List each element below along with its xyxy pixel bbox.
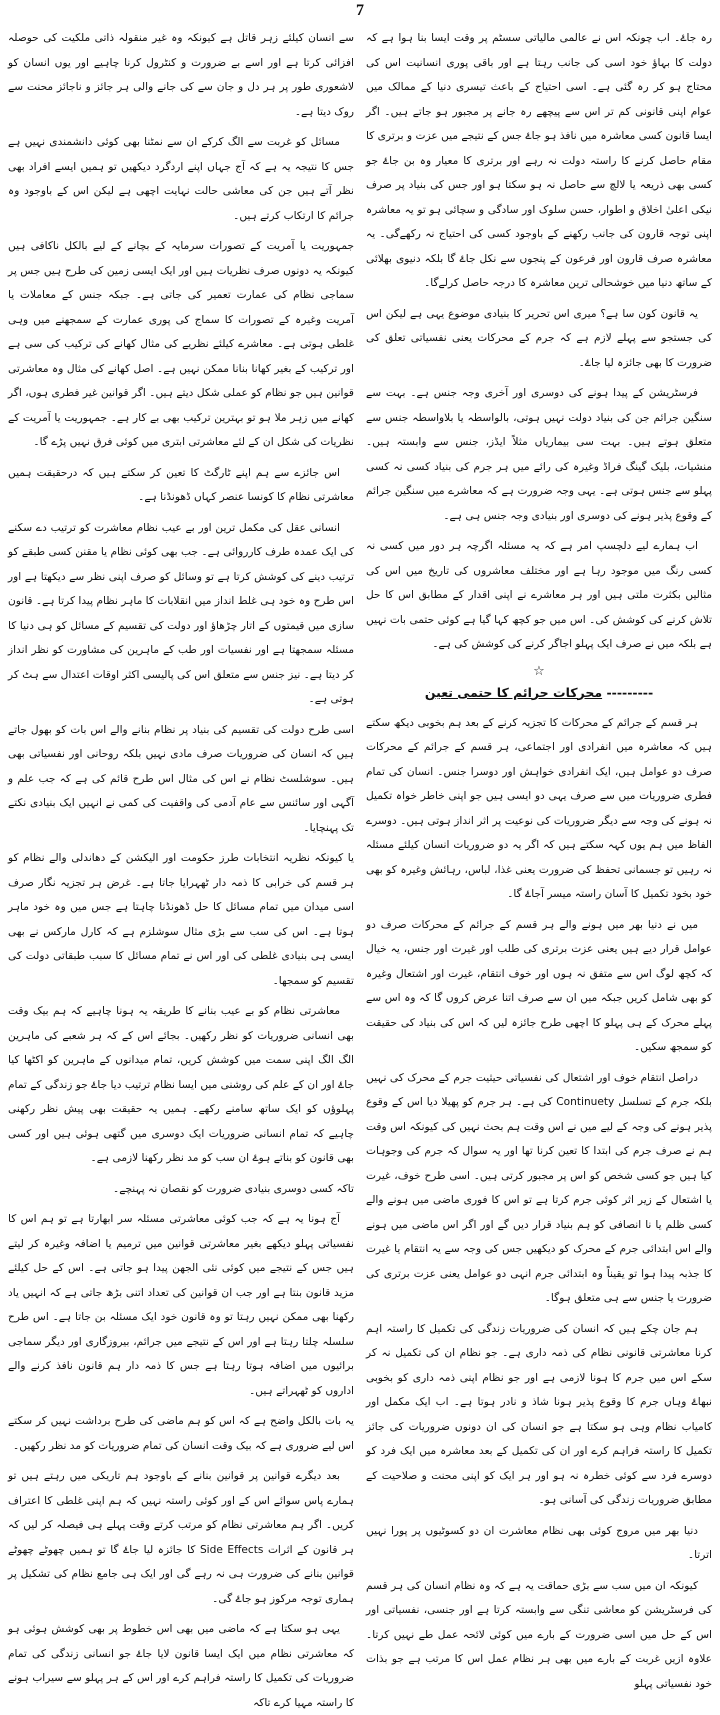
paragraph: سے انسان کیلئے زہر قاتل ہے کیونکہ وہ غیر منقولہ ذاتی ملکیت کی حوصلہ افزائی کرتا ہے اور اسے بے ضرورت و کنٹرول کرنا چاہیے اور یوں انسان کو لاشعوری طور پر ہر دل و جان سے کی جانے والی ہر جائز و ناجائز محنت سے روک دیتا ہے۔ xyxy=(8,32,354,118)
paragraph: دراصل انتقام خوف اور اشتعال کی نفسیاتی حیثیت جرم کے محرک کی نہیں بلکہ جرم کے تسلسل Continuety کی ہے۔ ہر جرم کو پھیلا دیا اس کے وقوع پذیر ہونے کی وجہ کے لیے میں نے اس وقت ہم بحث نہیں کی کیونکہ اس وقت ہم نے صرف جرم کی ابتدا کا تعین کرنا تھا اور یہ سوال کہ جرم کی وجوہات کیا ہیں جو کسی شخص کو اس پر مجبور کرتی ہیں۔ اسی طرح خوف، غیرت یا اشتعال کے زیر اثر کوئی جرم کرتا ہے تو اس کا فوری ماضی میں ہونے والے کسی ظلم یا نا انصافی کو ہم بنیاد قرار دیں گے اور اگر اس ماضی میں ہونے والے اس ابتدائی جرم کے محرک کو دیکھیں جس کی وجہ سے یہ انتقام یا غیرت کا جذبہ پیدا ہوا تو یقیناً وہ ابتدائی جرم انہی دو عوامل یعنی عزت برتری کی ضرورت یا جنس سے ہی متعلق ہوگا۔ xyxy=(366,1071,712,1304)
paragraph: معاشرتی نظام کو بے عیب بنانے کا طریقہ یہ ہونا چاہیے کہ ہم بیک وقت بھی انسانی ضروریات کو نظر رکھیں۔ بجائے اس کے کہ ہر شعبے کی ماہرین الگ الگ اپنی سمت میں کوشش کریں، تمام میدانوں کے ماہرین کو اکٹھا کیا جاۓ اور ان کے علم کی روشنی میں ایسا نظام ترتیب دیا جاۓ جو زندگی کے تمام پہلوؤں کو ایک ساتھ سامنے رکھے۔ ہمیں یہ حقیقت بھی پیش نظر رکھنی چاہیے کہ تمام انسانی ضروریات ایک دوسری میں گتھی ہوئی ہیں اور کسی بھی قانون کو بناتے ہوۓ ان سب کو مد نظر رکھنا لازمی ہے۔ xyxy=(8,1005,354,1164)
paragraph: اسی طرح دولت کی تقسیم کی بنیاد پر نظام بنانے والے اس بات کو بھول جاتے ہیں کہ انسان کی ضروریات صرف مادی نہیں بلکہ روحانی اور نفسیاتی بھی ہیں۔ سوشلسٹ نظام نے اس کی مثال اس طرح قائم کی ہے کہ جب علم و آگہی اور سائنس سے عام آدمی کی واقفیت کی کمی نے انہیں ایک بنیادی نکتے تک پہنچایا۔ xyxy=(8,723,354,834)
paragraph: یہی ہو سکتا ہے کہ ماضی میں بھی اس خطوط پر بھی کوشش ہوئی ہو کہ معاشرتی نظام میں ایک ایسا قانون لایا جاۓ جو انسانی زندگی کی تمام ضروریات کی تکمیل کا راستہ فراہم کرے اور اس کے ہر پہلو سے سیراب ہونے کا راستہ مہیا کرے تاکہ xyxy=(8,1623,354,1709)
paragraph: میں نے دنیا بھر میں ہونے والے ہر قسم کے جرائم کے محرکات صرف دو عوامل قرار دیے ہیں یعنی عزت برتری کی طلب اور غیرت اور جنس، یہ خیال کہ کچھ لوگ اس سے متفق نہ ہوں اور خوف انتقام، غیرت اور اشتعال وغیرہ کو بھی شامل کریں جبکہ میں ان سے صرف اتنا عرض کروں گا کہ وہ اس سے پہلے محرک کے ہی پہلو کا اچھی طرح جائزہ لیں کہ اس کی بنیاد کی حقیقت کو سمجھ سکیں۔ xyxy=(366,918,712,1053)
heading-title: محرکات جرائم کا حتمی تعین xyxy=(424,684,603,700)
left-column xyxy=(8,26,355,1709)
right-column xyxy=(366,26,712,1690)
paragraph: جمہوریت یا آمریت کے تصورات سرمایہ کے بچانے کے لیے بالکل ناکافی ہیں کیونکہ یہ دونوں صرف نظریات ہیں اور ایک ایسی زمین کی طرح ہیں جس پر سماجی نظام کی عمارت تعمیر کی جاتی ہے۔ جبکہ جنس کے معاملات یا آمریت وغیرہ کے تصورات کا سماج کی پوری عمارت کے سمجھنے میں وہی غلطی ہوتی ہے۔ معاشرے کیلئے نظریے کی مثال کھانے کی ترکیب کی سی ہے اور ترکیب کے بغیر کھانا بنانا ممکن نہیں ہے۔ اصل کھانے کی مثال وہ معاشرتی قوانین ہیں جو نظام کو عملی شکل دیتے ہیں۔ اگر قوانین غیر فطری ہوں، اگر کھانے میں زہر ملا ہو تو بہترین ترکیب بھی بے کار ہے۔ جمہوریت یا آمریت کے نظریات کی شکل ان کے لئے معاشرتی ابتری میں کوئی فرق نہیں پڑے گا۔ xyxy=(8,240,354,448)
paragraph: اب ہمارے لیے دلچسپ امر ہے کہ یہ مسئلہ اگرچہ ہر دور میں کسی نہ کسی رنگ میں موجود رہا ہے اور مختلف معاشروں کی تاریخ میں اس کی مثالیں بکثرت ملتی ہیں اور ہر معاشرے نے اپنی اقدار کے مطابق اس کا حل تلاش کرنے کی کوشش کی۔ اس میں جو کچھ کہا گیا ہے کوئی حتمی بات نہیں ہے بلکہ میں نے صرف ایک پہلو اجاگر کرنے کی کوشش کی ہے۔ xyxy=(366,540,712,650)
paragraph: کیونکہ ان میں سب سے بڑی حماقت یہ ہے کہ وہ نظام انسان کی ہر قسم کی فرسٹریشن کو معاشی تنگی سے وابستہ کرتا ہے اور جنسی، نفسیاتی اور اس کے حل میں اسی ضرورت کے بارے میں کوئی لائحہ عمل طے نہیں کرتا۔ علاوہ ازیں غربت کے بارے میں بھی ہر نظام عمل اس کا مرتب ہے جو بذات خود نفسیاتی پہلو xyxy=(366,1579,712,1690)
paragraph: اس جائزے سے ہم اپنے ٹارگٹ کا تعین کر سکتے ہیں کہ درحقیقت ہمیں معاشرتی نظام کا کونسا عنصر کہاں ڈھونڈنا ہے۔ xyxy=(8,466,354,503)
two-column-layout xyxy=(8,26,712,1709)
paragraph: یہ قانون کون سا ہے؟ میری اس تحریر کا بنیادی موضوع یہی ہے لیکن اس کی جستجو سے پہلے لازم ہے کہ جرم کے محرکات یعنی نفسیاتی تعلق کی ضرورت کا بھی جائزہ لیا جاۓ۔ xyxy=(366,307,712,369)
paragraph: یا کیونکہ نظریہ انتخابات طرز حکومت اور الیکشن کے دھاندلی والے نظام کو ہر قسم کی خرابی کا ذمہ دار ٹھہرایا جاتا ہے۔ غرض ہر تجزیہ نگار صرف اسی میدان میں تمام مسائل کا حل ڈھونڈنا چاہتا ہے جس میں وہ خود ماہر ہوتا ہے۔ اس کی سب سے بڑی مثال سوشلزم ہے کہ کارل مارکس نے بھی ایسی ہی بنیادی غلطی کی اور اس نے تمام مسائل کا سبب طبقاتی دولت کی تقسیم کو سمجھا۔ xyxy=(8,852,354,987)
heading-dash: --------- xyxy=(606,684,654,700)
star-ornament-icon: ☆ xyxy=(533,663,545,679)
paragraph: رہ جاۓ۔ اب چونکہ اس نے عالمی مالیاتی سسٹم پر وقت ایسا بنا ہوا ہے کہ دولت کا بہاؤ خود اسی کی جانب رہتا ہے اور باقی پوری انسانیت اس کی محتاج ہو کر رہ گئی ہے۔ اسی احتیاج کے باعث تیسری دنیا کے ممالک میں عوام اپنی قانونی کم تر اس سے پیچھے رہ جانے پر مجبور ہو جاتے ہیں۔ اگر ایسا قانون کسی معاشرہ میں نافذ ہو جاۓ جس کے نتیجے میں عزت و برتری کا مقام حاصل کرنے کا راستہ دولت نہ رہے اور برتری کا معیار وہ بن جاۓ جو کسی بھی ذریعہ یا لالچ سے حاصل نہ ہو سکتا ہو اور جس کی بنیاد پر صرف نیکی اعلیٰ اخلاق و اطوار، حسن سلوک اور سادگی و سچائی ہو تو یہ معاشرہ اپنی توجہ قارون کی جانب رکھنے کے باوجود کسی کی احتیاج نہ رکھےگی۔ یہ معاشرہ صرف قارون اور فرعون کے پنجوں سے نکل جاۓ گا بلکہ دنیوی بھلائی کے ساتھ دنیا میں خوشحالی ترین معاشرہ کا درجہ حاصل کرلےگا۔ xyxy=(366,32,712,289)
paragraph: بعد دیگرے قوانین پر قوانین بنانے کے باوجود ہم تاریکی میں رہتے ہیں تو ہمارے پاس سوائے اس کے اور کوئی راستہ نہیں کہ ہم اپنی غلطی کا اعتراف کریں۔ اگر ہم معاشرتی نظام کو مرتب کرتے وقت پہلے ہی فیصلہ کر لیں کہ ہر قانون کے اثرات Side Effects کا جائزہ لیا جاۓ گا تو ہمیں چھوٹے چھوٹے قوانین بنانے کی ضرورت ہی نہ رہے گی اور ایک ہی جامع نظام کی تشکیل پر ہماری توجہ مرکوز ہو جاۓ گی۔ xyxy=(8,1470,355,1605)
section-heading xyxy=(366,681,712,705)
paragraph: ہم جان چکے ہیں کہ انسان کی ضروریات زندگی کی تکمیل کا راستہ اہم کرنا معاشرتی قانونی نظام کی ذمہ داری ہے۔ جو نظام ان کی تکمیل نہ کر سکے اس میں جرم کا ہونا لازمی ہے اور جو نظام اپنی ذمہ داری کو بخوبی نبھاۓ وہاں جرم کا وقوع پذیر ہونا شاذ و نادر ہوتا ہے۔ اب ایک مکمل اور کامیاب نظام وہی ہو سکتا ہے جو انسان کی ان دونوں ضروریات کی جائز تکمیل کا راستہ فراہم کرے اور ان کی تکمیل کے بعد معاشرہ میں ایک فرد کو دوسرے فرد سے کوئی خطرہ نہ ہو اور ہر ایک کو اپنی محنت و صلاحیت کے مطابق ضروریات زندگی کی آسانی ہو۔ xyxy=(366,1322,712,1506)
paragraph: یہ بات بالکل واضح ہے کہ اس کو ہم ماضی کی طرح برداشت نہیں کر سکتے اس لیے ضروری ہے کہ بیک وقت انسان کی تمام ضروریات کو مد نظر رکھیں۔ xyxy=(8,1415,354,1452)
paragraph: آج ہونا یہ ہے کہ جب کوئی معاشرتی مسئلہ سر ابھارتا ہے تو ہم اس کا نفسیاتی پہلو دیکھے بغیر معاشرتی قوانین میں ترمیم یا اضافہ وغیرہ کر لیتے ہیں جس کے نتیجے میں کوئی نئی الجھن پیدا ہو جاتی ہے۔ اس کے حل کیلئے مزید قانون بنتا ہے اور جب ان قوانین کی تعداد اتنی بڑھ جاتی ہے کہ انہیں یاد رکھنا بھی ممکن نہیں رہتا تو وہ قانون خود ایک مسئلہ بن جاتا ہے۔ اس طرح سلسلہ چلتا رہتا ہے اور اس کے نتیجے میں جرائم، بیروزگاری اور دیگر سماجی برائیوں میں اضافہ ہوتا رہتا ہے جس کا ذمہ دار ہم قانون نافذ کرنے والے اداروں کو ٹھہراتے ہیں۔ xyxy=(8,1213,354,1397)
paragraph: ہر قسم کے جرائم کے محرکات کا تجزیہ کرنے کے بعد ہم بخوبی دیکھ سکتے ہیں کہ معاشرہ میں انفرادی اور اجتماعی، ہر قسم کے جرائم کے محرکات صرف دو عوامل ہیں، ایک انفرادی خواہش اور دوسرا جنس۔ انسان کی تمام فطری ضروریات میں سے صرف یہی دو ایسی ہیں جو اپنی خاطر خواہ تکمیل نہ ہونے کی وجہ سے دیگر ضروریات کی نوعیت پر اثر انداز ہوتی ہیں۔ دوسرے الفاظ میں ہم یوں کہہ سکتے ہیں کہ اگر یہ دو ضروریات انسان کیلئے مسئلہ نہ رہیں تو جسمانی تحفظ کی ضرورت یعنی غذا، لباس، رہائش وغیرہ کو بھی خود بخود تکمیل کا آسان راستہ میسر آجاۓ گا۔ xyxy=(366,716,712,900)
paragraph: دنیا بھر میں مروج کوئی بھی نظام معاشرت ان دو کسوٹیوں پر پورا نہیں اترتا۔ xyxy=(366,1524,712,1561)
paragraph: انسانی عقل کی مکمل ترین اور بے عیب نظام معاشرت کو ترتیب دے سکنے کی ایک عمدہ طرف کارروائی ہے۔ جب بھی کوئی نظام یا مقنن کسی طبقے کو ترتیب دینے کی کوشش کرتا ہے تو وسائل کو صرف اپنی نظر سے دیکھتا ہے اور اس طرح وہ خود ہی غلط انداز میں انقلابات کا ماہر نظام پیدا کرتا ہے۔ قانون سازی میں قیمتوں کے اتار چڑھاؤ اور دولت کی تقسیم کے مسائل کو ہی دنیا کا مسئلہ سمجھتا ہے اور نفسیات اور طب کے ماہرین کی مشاورت کو نظر انداز کر دیتا ہے۔ نیز جنس سے متعلق اس کی پالیسی اکثر اوقات اعتدال سے ہٹ کر ہوتی ہے۔ xyxy=(8,521,354,705)
paragraph: فرسٹریشن کے پیدا ہونے کی دوسری اور آخری وجہ جنس ہے۔ بہت سے سنگین جرائم جن کی بنیاد دولت نہیں ہوتی، بالواسطہ یا بلاواسطہ جنس سے متعلق ہوتے ہیں۔ بہت سی بیماریاں مثلاً ایڈز، جنس سے وابستہ ہیں۔ منشیات، بلیک گینگ فراڈ وغیرہ کی رائے میں ہر جرم کی بنیاد کسی نہ کسی پہلو سے جنس ہوتی ہے۔ یہی وجہ ضرورت ہے کہ معاشرے میں سنگین جرائم کے وقوع پذیر ہونے کی دوسری اور بنیادی وجہ جنس ہی ہے۔ xyxy=(366,387,712,522)
paragraph: تاکہ کسی دوسری بنیادی ضرورت کو نقصان نہ پہنچے۔ xyxy=(113,1182,354,1195)
page-number: 7 xyxy=(356,2,364,19)
paragraph: مسائل کو غربت سے الگ کرکے ان سے نمٹنا بھی کوئی دانشمندی نہیں ہے جس کا نتیجہ یہ ہے کہ آج جہاں اپنے اردگرد دیکھیں تو ہمیں ایسے افراد بھی نظر آتے ہیں جن کی معاشی حالت نہایت اچھی ہے لیکن اس کے باوجود وہ جرائم کا ارتکاب کرتے ہیں۔ xyxy=(8,136,354,222)
